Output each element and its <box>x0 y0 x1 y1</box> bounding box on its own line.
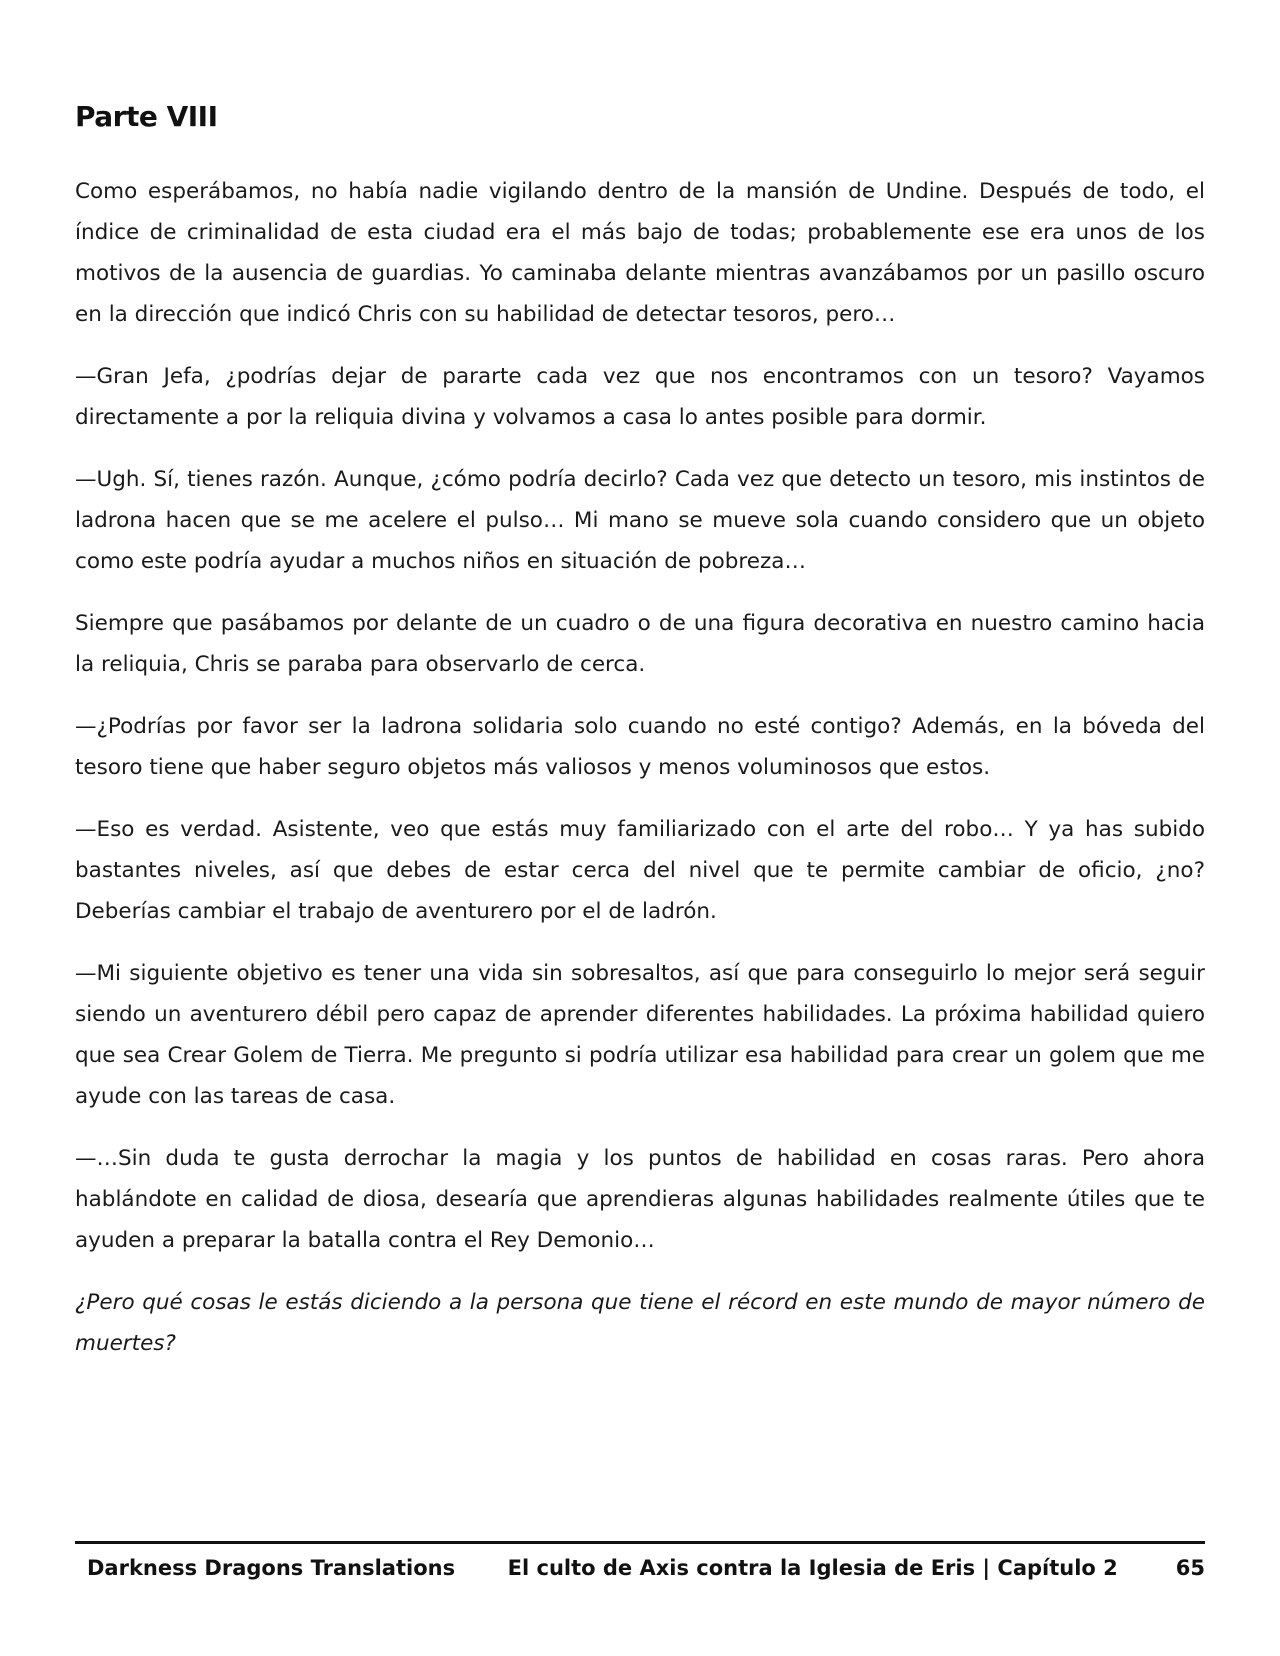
footer-right <box>508 1556 1205 1580</box>
paragraph-9-italic: ¿Pero qué cosas le estás diciendo a la persona que tiene el récord en este mundo de mayor número de muertes? <box>75 1290 1205 1356</box>
paragraph-3: —Ugh. Sí, tienes razón. Aunque, ¿cómo podría decirlo? Cada vez que detecto un tesoro, mis instintos de ladrona hacen que se me acelere el pulso… Mi mano se mueve sola cuando considero que un objeto como este podría ayudar a muchos niños en situación de pobreza… <box>75 467 1205 574</box>
paragraph-5: —¿Podrías por favor ser la ladrona solidaria solo cuando no esté contigo? Además, en la bóveda del tesoro tiene que haber seguro objetos más valiosos y menos voluminosos que estos. <box>75 714 1205 780</box>
paragraph-4: Siempre que pasábamos por delante de un cuadro o de una figura decorativa en nuestro camino hacia la reliquia, Chris se paraba para observarlo de cerca. <box>75 611 1205 677</box>
document-body <box>75 100 1205 1385</box>
page-footer <box>75 1541 1205 1584</box>
paragraph-2: —Gran Jefa, ¿podrías dejar de pararte cada vez que nos encontramos con un tesoro? Vayamos directamente a por la reliquia divina y volvamos a casa lo antes posible para dormir. <box>75 364 1205 430</box>
paragraph-8: —…Sin duda te gusta derrochar la magia y los puntos de habilidad en cosas raras. Pero ahora hablándote en calidad de diosa, desearía que aprendieras algunas habilidades realmente útiles que te ayuden a preparar la batalla contra el Rey Demonio… <box>75 1146 1205 1253</box>
paragraph-7: —Mi siguiente objetivo es tener una vida sin sobresaltos, así que para conseguirlo lo mejor será seguir siendo un aventurero débil pero capaz de aprender diferentes habilidades. La próxima habilidad quiero que sea Crear Golem de Tierra. Me pregunto si podría utilizar esa habilidad para crear un golem que me ayude con las tareas de casa. <box>75 961 1205 1109</box>
footer-chapter-title: El culto de Axis contra la Iglesia de Eris | Capítulo 2 <box>507 1556 1118 1580</box>
section-heading: Parte VIII <box>75 100 218 133</box>
paragraph-1: Como esperábamos, no había nadie vigilando dentro de la mansión de Undine. Después de todo, el índice de criminalidad de esta ciudad era el más bajo de todas; probablemente ese era unos de los motivos de la ausencia de guardias. Yo caminaba delante mientras avanzábamos por un pasillo oscuro en la dirección que indicó Chris con su habilidad de detectar tesoros, pero… <box>75 179 1205 327</box>
footer-translator: Darkness Dragons Translations <box>87 1556 456 1580</box>
page-number: 65 <box>1175 1556 1205 1580</box>
paragraph-6: —Eso es verdad. Asistente, veo que estás muy familiarizado con el arte del robo… Y ya has subido bastantes niveles, así que debes de estar cerca del nivel que te permite cambiar de oficio, ¿no? Deberías cambiar el trabajo de aventurero por el de ladrón. <box>75 817 1205 924</box>
